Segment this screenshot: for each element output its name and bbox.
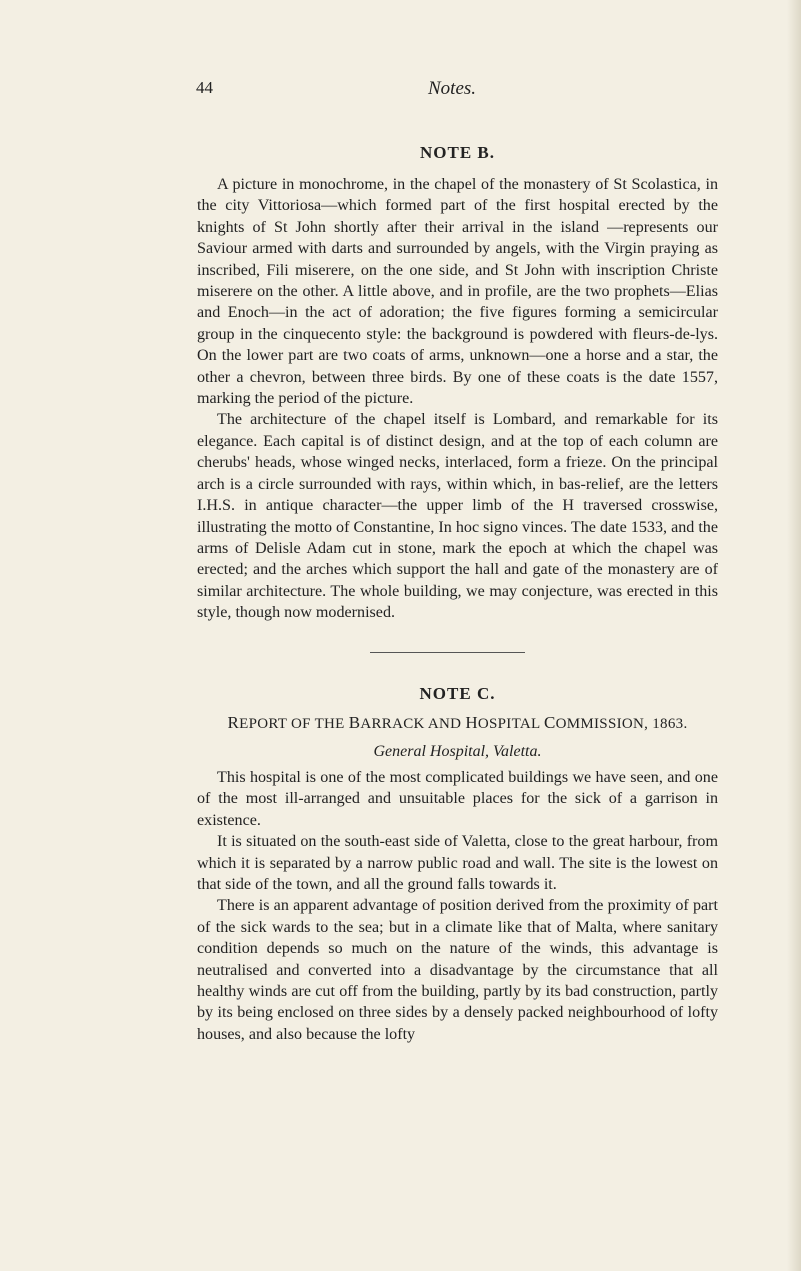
report-title: REPORT OF THE BARRACK AND HOSPITAL COMMISSION, 1863.: [227, 713, 688, 732]
section-divider: [370, 652, 525, 653]
note-b-paragraph: The architecture of the chapel itself is Lombard, and remarkable for its elegance. Each capital is of distinct design, and at the top of each column are cherubs' heads, whose winged necks, interlaced, form a frieze. On the principal arch is a circle surrounded with rays, within which, in bas-relief, are the letters I.H.S. in antique character—the upper limb of the H traversed crosswise, illustrating the motto of Constantine, In hoc signo vinces. The date 1533, and the arms of Delisle Adam cut in stone, mark the epoch at which the chapel was erected; and the arches which support the hall and gate of the monastery are of similar architecture. The whole building, we may conjecture, was erected in this style, though now modernised.: [197, 411, 718, 622]
note-c-paragraph: This hospital is one of the most complicated buildings we have seen, and one of the most ill-arranged and unsuitable places for the sick of a garrison in existence.: [197, 769, 718, 829]
page-number: 44: [196, 78, 213, 97]
note-c-heading: NOTE C.: [419, 684, 496, 703]
note-c-section: [197, 681, 718, 1045]
running-head: [196, 78, 716, 104]
note-b-section: [197, 140, 718, 624]
note-b-heading: NOTE B.: [419, 143, 496, 162]
running-title: Notes.: [428, 78, 477, 99]
note-c-paragraph: It is situated on the south-east side of Valetta, close to the great harbour, from which it is separated by a narrow public road and wall. The site is the lowest on that side of the town, and all the ground falls towards it.: [197, 833, 718, 894]
note-c-paragraph: There is an apparent advantage of position derived from the proximity of part of the sick wards to the sea; but in a climate like that of Malta, where sanitary condition depends so much on the nature of the winds, this advantage is neutralised and converted into a disadvantage by the circumstance that all healthy winds are cut off from the building, partly by its bad construction, partly by its being enclosed on three sides by a densely packed neighbourhood of lofty houses, and also because the lofty: [197, 897, 718, 1043]
note-b-paragraph: A picture in monochrome, in the chapel of the monastery of St Scolastica, in the city Vittoriosa—which formed part of the first hospital erected by the knights of St John shortly after their arrival in the island —represents our Saviour armed with darts and surrounded by angels, with the Virgin praying as inscribed, Fili miserere, on the one side, and St John with inscription Christe miserere on the other. A little above, and in profile, are the two prophets—Elias and Enoch—in the act of adoration; the five figures forming a semicircular group in the cinquecento style: the background is powdered with fleurs-de-lys. On the lower part are two coats of arms, unknown—one a horse and a star, the other a chevron, between three birds. By one of these coats is the date 1557, marking the period of the picture.: [197, 176, 718, 408]
report-subtitle: General Hospital, Valetta.: [373, 743, 542, 760]
page-edge-shadow: [787, 0, 801, 1271]
